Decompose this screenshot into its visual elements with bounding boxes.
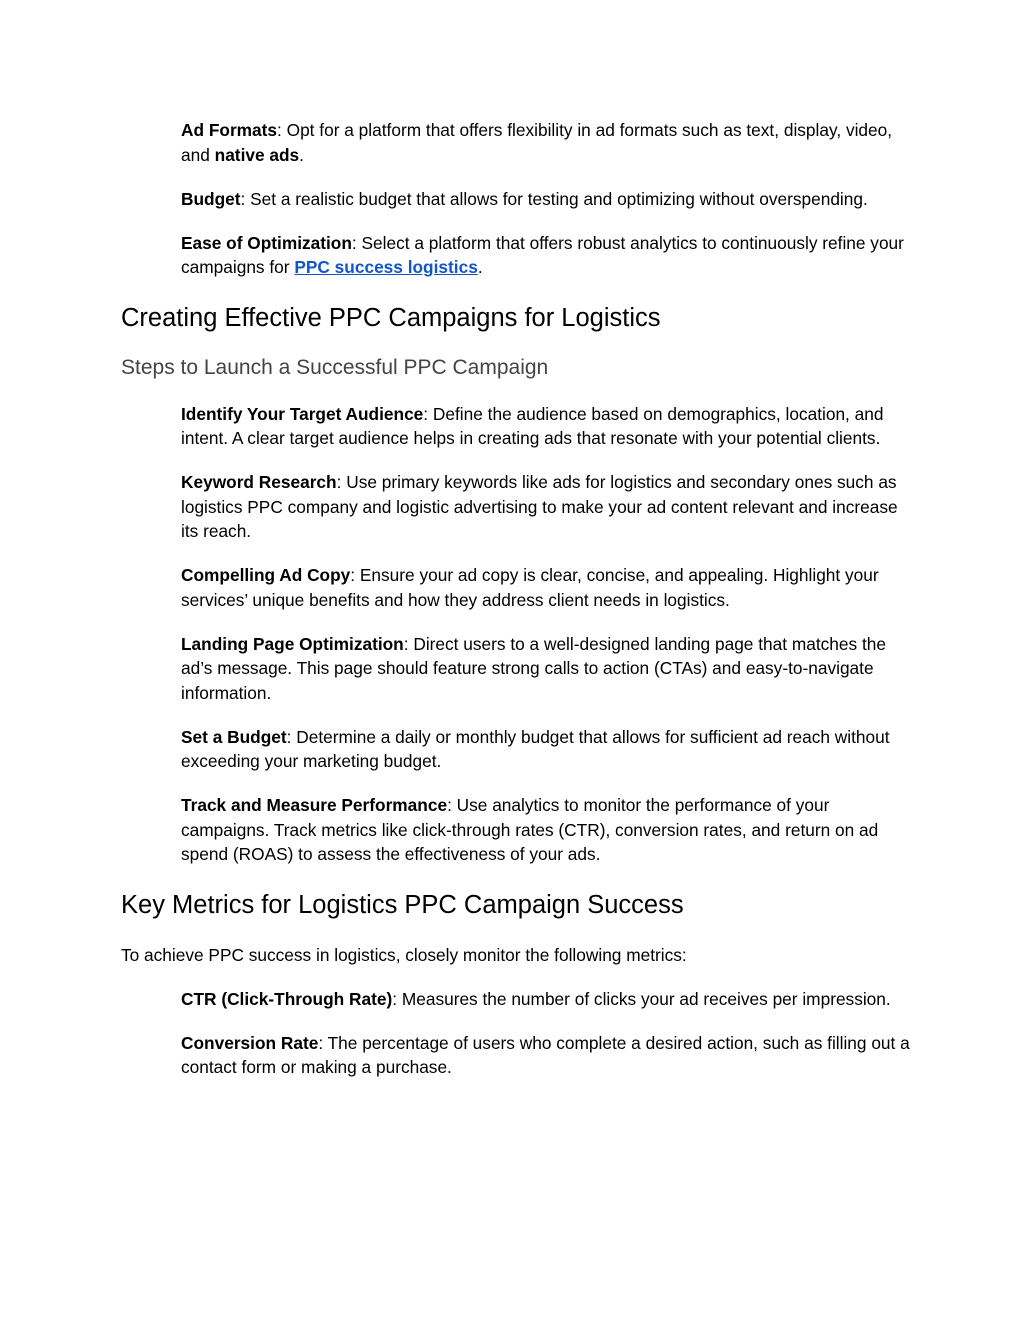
heading-key-metrics: Key Metrics for Logistics PPC Campaign Success — [121, 890, 684, 919]
metrics-intro: To achieve PPC success in logistics, closely monitor the following metrics: — [121, 944, 687, 965]
item-term: Track and Measure Performance — [181, 795, 448, 815]
item-text: : Opt for a platform that offers flexibility in ad formats such as text, display, video, and — [181, 120, 893, 165]
item-term: Compelling Ad Copy — [181, 565, 351, 585]
item-text: : Define the audience based on demographics, location, and intent. A clear target audience helps in creating ads that resonate with your potential clients. — [181, 403, 884, 448]
item-term: Keyword Research — [181, 472, 337, 492]
item-term: Ease of Optimization — [181, 232, 352, 253]
item-text: : Use analytics to monitor the performance of your campaigns. Track metrics like click-through rates (CTR), conversion rates, and return on ad spend (ROAS) to assess the effectiveness of your ads. — [181, 795, 879, 864]
list-item — [181, 470, 911, 544]
item-term: CTR (Click-Through Rate) — [181, 988, 393, 1009]
item-bold-inline: native ads — [214, 144, 300, 165]
list-item — [181, 563, 911, 612]
list-item — [181, 632, 911, 706]
item-text: : Measures the number of clicks your ad receives per impression. — [392, 988, 891, 1009]
list-item — [181, 725, 911, 774]
list-item — [181, 793, 911, 867]
item-text: : The percentage of users who complete a desired action, such as filling out a contact form or making a purchase. — [181, 1032, 910, 1077]
list-item-budget — [181, 187, 911, 212]
heading-creating-campaigns: Creating Effective PPC Campaigns for Logistics — [121, 303, 661, 332]
item-text: : Select a platform that offers robust analytics to continuously refine your campaigns for — [181, 232, 904, 277]
item-text-after: . — [477, 257, 483, 277]
list-item — [181, 1031, 911, 1080]
subheading-steps: Steps to Launch a Successful PPC Campaign — [121, 355, 549, 379]
list-item — [181, 987, 911, 1012]
item-term: Budget — [181, 188, 241, 209]
item-text: : Set a realistic budget that allows for testing and optimizing without overspending. — [240, 188, 868, 209]
list-item — [181, 402, 911, 451]
document-page — [121, 118, 911, 1099]
item-text: : Determine a daily or monthly budget that allows for sufficient ad reach without exceeding your marketing budget. — [181, 726, 890, 771]
list-item-ad-formats — [181, 118, 911, 167]
item-term: Conversion Rate — [181, 1032, 319, 1053]
item-text: : Direct users to a well-designed landing page that matches the ad’s message. This page should feature strong calls to action (CTAs) and easy-to-navigate information. — [181, 633, 886, 703]
ppc-success-logistics-link[interactable]: PPC success logistics — [294, 257, 478, 277]
item-term: Set a Budget — [181, 726, 287, 747]
item-text: : Use primary keywords like ads for logistics and secondary ones such as logistics PPC company and logistic advertising to make your ad content relevant and increase its reach. — [181, 472, 898, 541]
item-term: Identify Your Target Audience — [181, 403, 424, 424]
item-text-after: . — [299, 144, 304, 165]
item-term: Ad Formats — [181, 120, 278, 140]
item-term: Landing Page Optimization — [181, 633, 404, 654]
item-text: : Ensure your ad copy is clear, concise, and appealing. Highlight your services’ unique benefits and how they address client needs in logistics. — [181, 565, 879, 610]
list-item-ease-of-optimization — [181, 231, 911, 280]
